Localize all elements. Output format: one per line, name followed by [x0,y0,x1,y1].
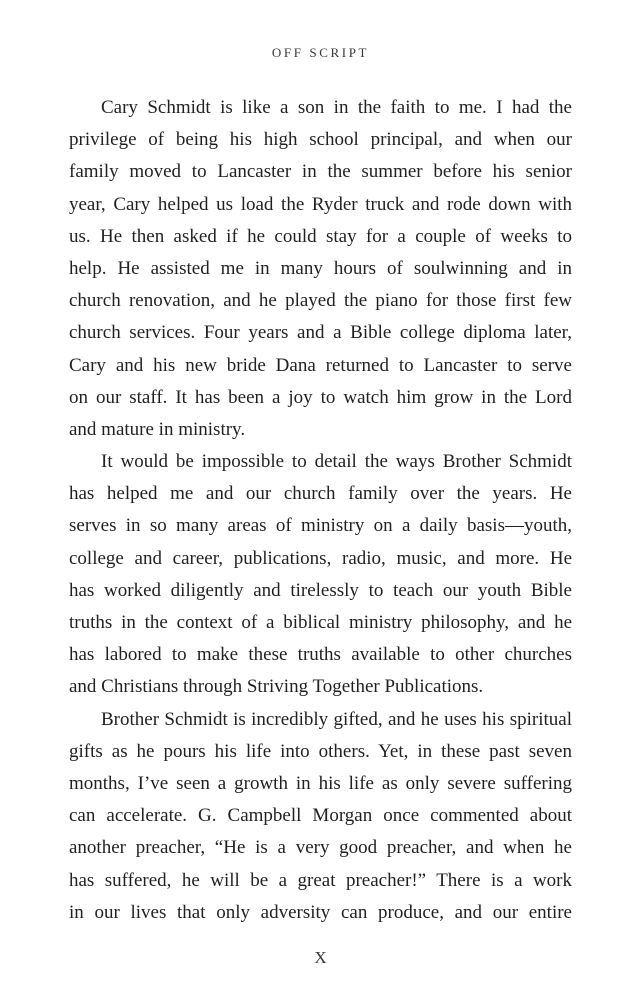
text-line: gifts as he pours his life into others. Yet, in these past seven [69,740,572,762]
text-line: Brother Schmidt is incredibly gifted, and he uses his spiritual [101,708,572,730]
running-head: OFF SCRIPT [271,45,370,60]
body-text [69,92,572,929]
text-line: church renovation, and he played the piano for those first few [69,290,572,312]
text-line: college and career, publications, radio, music, and more. He [69,547,572,569]
paragraph-2 [69,446,572,704]
text-line: year, Cary helped us load the Ryder truck and rode down with [69,193,572,215]
paragraph-3 [69,704,572,929]
text-line: Cary and his new bride Dana returned to Lancaster to serve [69,354,572,376]
text-line: on our staff. It has been a joy to watch him grow in the Lord [69,386,572,408]
text-line: has labored to make these truths available to other churches [69,644,572,666]
paragraph-1 [69,92,572,446]
text-line: It would be impossible to detail the ways Brother Schmidt [101,451,572,473]
text-line: has helped me and our church family over the years. He [69,483,572,505]
page-number: X [314,948,327,967]
text-line: has suffered, he will be a great preacher!” There is a work [69,869,572,891]
text-line: Cary Schmidt is like a son in the faith to me. I had the [101,97,572,118]
text-line: serves in so many areas of ministry on a daily basis—youth, [69,515,572,537]
text-line: months, I’ve seen a growth in his life as only severe suffering [69,772,572,794]
text-line: and Christians through Striving Together Publications. [69,676,484,698]
text-line: in our lives that only adversity can produce, and our entire [69,901,572,923]
text-line: help. He assisted me in many hours of soulwinning and in [69,257,572,279]
text-line: has worked diligently and tirelessly to teach our youth Bible [69,579,572,601]
text-line: can accelerate. G. Campbell Morgan once commented about [69,805,572,827]
text-line: family moved to Lancaster in the summer before his senior [69,161,572,183]
text-line: church services. Four years and a Bible college diploma later, [69,322,572,344]
text-line: us. He then asked if he could stay for a couple of weeks to [69,225,572,247]
text-line: and mature in ministry. [69,418,246,440]
text-line: truths in the context of a biblical ministry philosophy, and he [69,612,572,633]
text-line: another preacher, “He is a very good preacher, and when he [69,837,572,859]
text-line: privilege of being his high school principal, and when our [69,129,572,151]
